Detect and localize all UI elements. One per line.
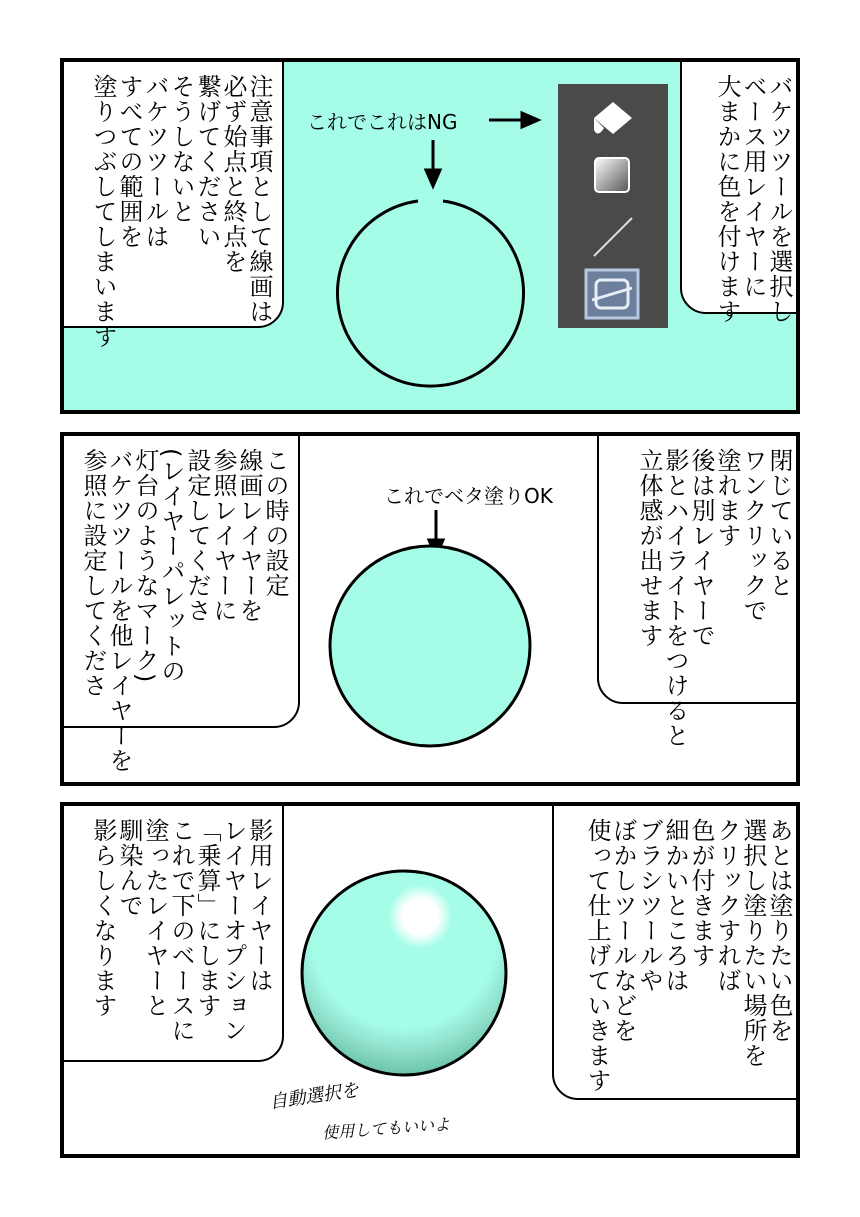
panel1-caption: これでこれはNG bbox=[307, 110, 458, 134]
panel1-left-text: 注意事項として線画は 必ず始点と終点を 繋げてください そうしないと バケツツールは すべての範囲を 塗りつぶしてしまいます bbox=[89, 74, 273, 349]
bucket-fill-icon[interactable] bbox=[588, 98, 638, 142]
panel-1 bbox=[60, 58, 800, 414]
reference-layer-icon[interactable] bbox=[586, 270, 640, 320]
handwritten-note-line1: 自動選択を bbox=[268, 1079, 361, 1114]
shaded-sphere bbox=[64, 806, 800, 1158]
tool-palette bbox=[558, 84, 668, 328]
panel-2 bbox=[60, 432, 800, 786]
filled-circle bbox=[330, 546, 530, 746]
panel1-right-text: バケツツールを選択し ベース用レイヤーに 大まかに色を付けます bbox=[713, 74, 793, 324]
panel2-caption: これでベタ塗りOK bbox=[384, 484, 553, 508]
panel2-right-text: 閉じていると ワンクリックで 塗れます 後は別レイヤーで 影とハイライトをつけると 立体感が出せます bbox=[635, 448, 793, 748]
line-icon[interactable] bbox=[588, 212, 638, 262]
panel3-right-text: あとは塗りたい色を 選択し塗りたい場所を クリックすれば 色が付きます 細かいところは ブラシツールや ぼかしツールなどを 使って仕上げていきます bbox=[583, 818, 793, 1093]
panel2-left-text: この時の設定 線画レイヤーを 参照レイヤーに 設定してくださ (レイヤーパレットの 灯台のようなマーク) バケツツールを他レイヤーを 参照に設定してくださ bbox=[79, 448, 289, 773]
gradient-icon[interactable] bbox=[593, 156, 633, 196]
open-circle bbox=[64, 62, 800, 414]
panel2-art bbox=[64, 436, 800, 786]
panel3-left-text: 影用レイヤーは レイヤーオプション 「乗算」にします これで下のベースに 塗ったレイヤーと 馴染んで 影らしくなります bbox=[89, 818, 273, 1043]
handwritten-note-line2: 使用してもいいよ bbox=[321, 1114, 451, 1143]
panel-3 bbox=[60, 802, 800, 1158]
